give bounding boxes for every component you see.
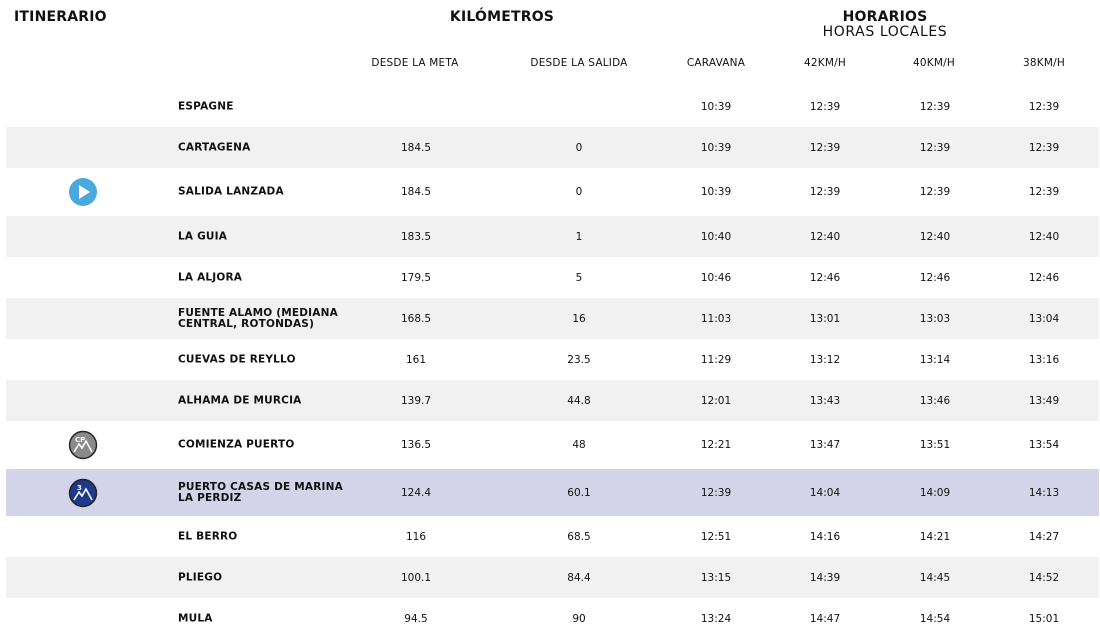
desde-la-meta-value: 116 <box>405 530 427 543</box>
time-38kmh: 14:52 <box>1028 571 1060 584</box>
icon-label: 3 <box>77 483 82 492</box>
table-row <box>6 257 1099 298</box>
time-40kmh: 13:51 <box>919 439 951 451</box>
desde-la-meta-value: 184.5 <box>400 141 432 154</box>
time-38kmh: 14:27 <box>1028 530 1060 543</box>
table-row <box>6 598 1099 632</box>
itinerary-table <box>6 86 1100 632</box>
itinerario-heading: ITINERARIO <box>14 9 107 25</box>
time-42kmh: 13:01 <box>809 312 841 325</box>
caravana-time: 12:21 <box>700 439 732 451</box>
desde-la-meta-value: 136.5 <box>400 439 432 451</box>
location-name: ALHAMA DE MURCIA <box>178 394 302 406</box>
col-header-38kmh: 38KM/H <box>1023 57 1065 69</box>
time-40kmh: 14:54 <box>919 612 951 625</box>
time-40kmh: 14:09 <box>919 486 951 499</box>
desde-la-meta-value: 184.5 <box>400 186 432 198</box>
caravana-time: 10:46 <box>700 271 732 284</box>
time-42kmh: 12:39 <box>809 186 841 198</box>
time-42kmh: 14:04 <box>809 486 841 499</box>
table-row <box>6 557 1099 598</box>
time-40kmh: 13:46 <box>919 394 951 407</box>
time-42kmh: 13:43 <box>809 394 841 407</box>
location-name: EL BERRO <box>178 530 238 542</box>
location-name: PLIEGO <box>178 571 223 583</box>
caravana-time: 10:39 <box>700 186 732 198</box>
desde-la-meta-value: 183.5 <box>400 230 432 243</box>
caravana-time: 12:51 <box>700 530 732 543</box>
time-40kmh: 13:03 <box>919 312 951 325</box>
caravana-time: 11:03 <box>700 312 732 325</box>
time-38kmh: 12:46 <box>1028 271 1060 284</box>
location-name: PUERTO CASAS DE MARINA LA PERDIZ <box>178 480 343 504</box>
desde-la-salida-value: 1 <box>575 230 583 243</box>
start-flag-icon <box>68 177 98 207</box>
desde-la-salida-value: 68.5 <box>567 530 591 543</box>
time-40kmh: 12:39 <box>919 100 951 113</box>
time-42kmh: 14:39 <box>809 571 841 584</box>
table-row <box>6 380 1099 421</box>
time-42kmh: 12:39 <box>809 100 841 113</box>
time-38kmh: 13:04 <box>1028 312 1060 325</box>
climb-start-icon <box>68 430 98 460</box>
time-38kmh: 14:13 <box>1028 486 1060 499</box>
desde-la-salida-value: 44.8 <box>567 394 591 407</box>
time-38kmh: 12:39 <box>1028 186 1060 198</box>
table-row <box>6 339 1099 380</box>
location-name: ESPAGNE <box>178 100 234 112</box>
col-header-40kmh: 40KM/H <box>913 57 955 69</box>
time-38kmh: 15:01 <box>1028 612 1060 625</box>
table-row <box>6 127 1099 168</box>
desde-la-salida-value: 16 <box>572 312 586 325</box>
time-38kmh: 12:39 <box>1028 141 1060 154</box>
table-row <box>6 421 1099 469</box>
time-42kmh: 12:46 <box>809 271 841 284</box>
desde-la-meta-value: 100.1 <box>400 571 432 584</box>
desde-la-salida-value: 23.5 <box>567 353 591 366</box>
caravana-time: 10:39 <box>700 141 732 154</box>
time-38kmh: 13:54 <box>1028 439 1060 451</box>
kilometros-heading: KILÓMETROS <box>449 9 555 25</box>
time-40kmh: 14:45 <box>919 571 951 584</box>
desde-la-meta-value: 161 <box>405 353 427 366</box>
caravana-time: 11:29 <box>700 353 732 366</box>
time-42kmh: 12:39 <box>809 141 841 154</box>
table-row <box>6 168 1099 216</box>
horas-locales-subheading: HORAS LOCALES <box>822 24 948 40</box>
caravana-time: 12:39 <box>700 486 732 499</box>
time-40kmh: 12:39 <box>919 186 951 198</box>
time-42kmh: 13:47 <box>809 439 841 451</box>
location-name: LA GUIA <box>178 230 228 242</box>
time-38kmh: 12:39 <box>1028 100 1060 113</box>
icon-label: CP <box>75 436 86 444</box>
time-42kmh: 14:47 <box>809 612 841 625</box>
time-38kmh: 12:40 <box>1028 230 1060 243</box>
location-name: COMIENZA PUERTO <box>178 438 295 451</box>
desde-la-salida-value: 0 <box>575 141 583 154</box>
col-header-desde-la-meta: DESDE LA META <box>371 57 459 69</box>
time-38kmh: 13:16 <box>1028 353 1060 366</box>
desde-la-meta-value: 94.5 <box>404 612 428 625</box>
desde-la-meta-value: 179.5 <box>400 271 432 284</box>
location-name: CARTAGENA <box>178 141 251 153</box>
table-row <box>6 86 1099 127</box>
horarios-heading: HORARIOS <box>842 9 928 25</box>
location-name: SALIDA LANZADA <box>178 185 284 198</box>
col-header-caravana: CARAVANA <box>686 57 746 69</box>
desde-la-meta-value: 168.5 <box>400 312 432 325</box>
time-40kmh: 12:39 <box>919 141 951 154</box>
caravana-time: 13:24 <box>700 612 732 625</box>
caravana-time: 12:01 <box>700 394 732 407</box>
time-42kmh: 14:16 <box>809 530 841 543</box>
table-row <box>6 298 1099 339</box>
desde-la-salida-value: 0 <box>575 186 583 198</box>
time-40kmh: 13:14 <box>919 353 951 366</box>
time-40kmh: 12:40 <box>919 230 951 243</box>
col-header-desde-la-salida: DESDE LA SALIDA <box>530 57 628 69</box>
desde-la-salida-value: 84.4 <box>567 571 591 584</box>
desde-la-salida-value: 5 <box>575 271 583 284</box>
time-38kmh: 13:49 <box>1028 394 1060 407</box>
time-42kmh: 13:12 <box>809 353 841 366</box>
table-row <box>6 516 1099 557</box>
caravana-time: 10:39 <box>700 100 732 113</box>
location-name: MULA <box>178 612 213 624</box>
table-row <box>6 216 1099 257</box>
mountain-summit-icon <box>68 478 98 508</box>
desde-la-salida-value: 90 <box>572 612 586 625</box>
caravana-time: 10:40 <box>700 230 732 243</box>
col-header-42kmh: 42KM/H <box>804 57 846 69</box>
desde-la-salida-value: 48 <box>572 439 586 451</box>
table-row <box>6 469 1099 516</box>
desde-la-meta-value: 124.4 <box>400 486 432 499</box>
time-40kmh: 14:21 <box>919 530 951 543</box>
desde-la-salida-value: 60.1 <box>567 486 591 499</box>
desde-la-meta-value: 139.7 <box>400 394 432 407</box>
time-40kmh: 12:46 <box>919 271 951 284</box>
location-name: LA ALJORA <box>178 271 243 283</box>
location-name: FUENTE ALAMO (MEDIANA CENTRAL, ROTONDAS) <box>178 306 338 330</box>
location-name: CUEVAS DE REYLLO <box>178 353 296 365</box>
time-42kmh: 12:40 <box>809 230 841 243</box>
caravana-time: 13:15 <box>700 571 732 584</box>
